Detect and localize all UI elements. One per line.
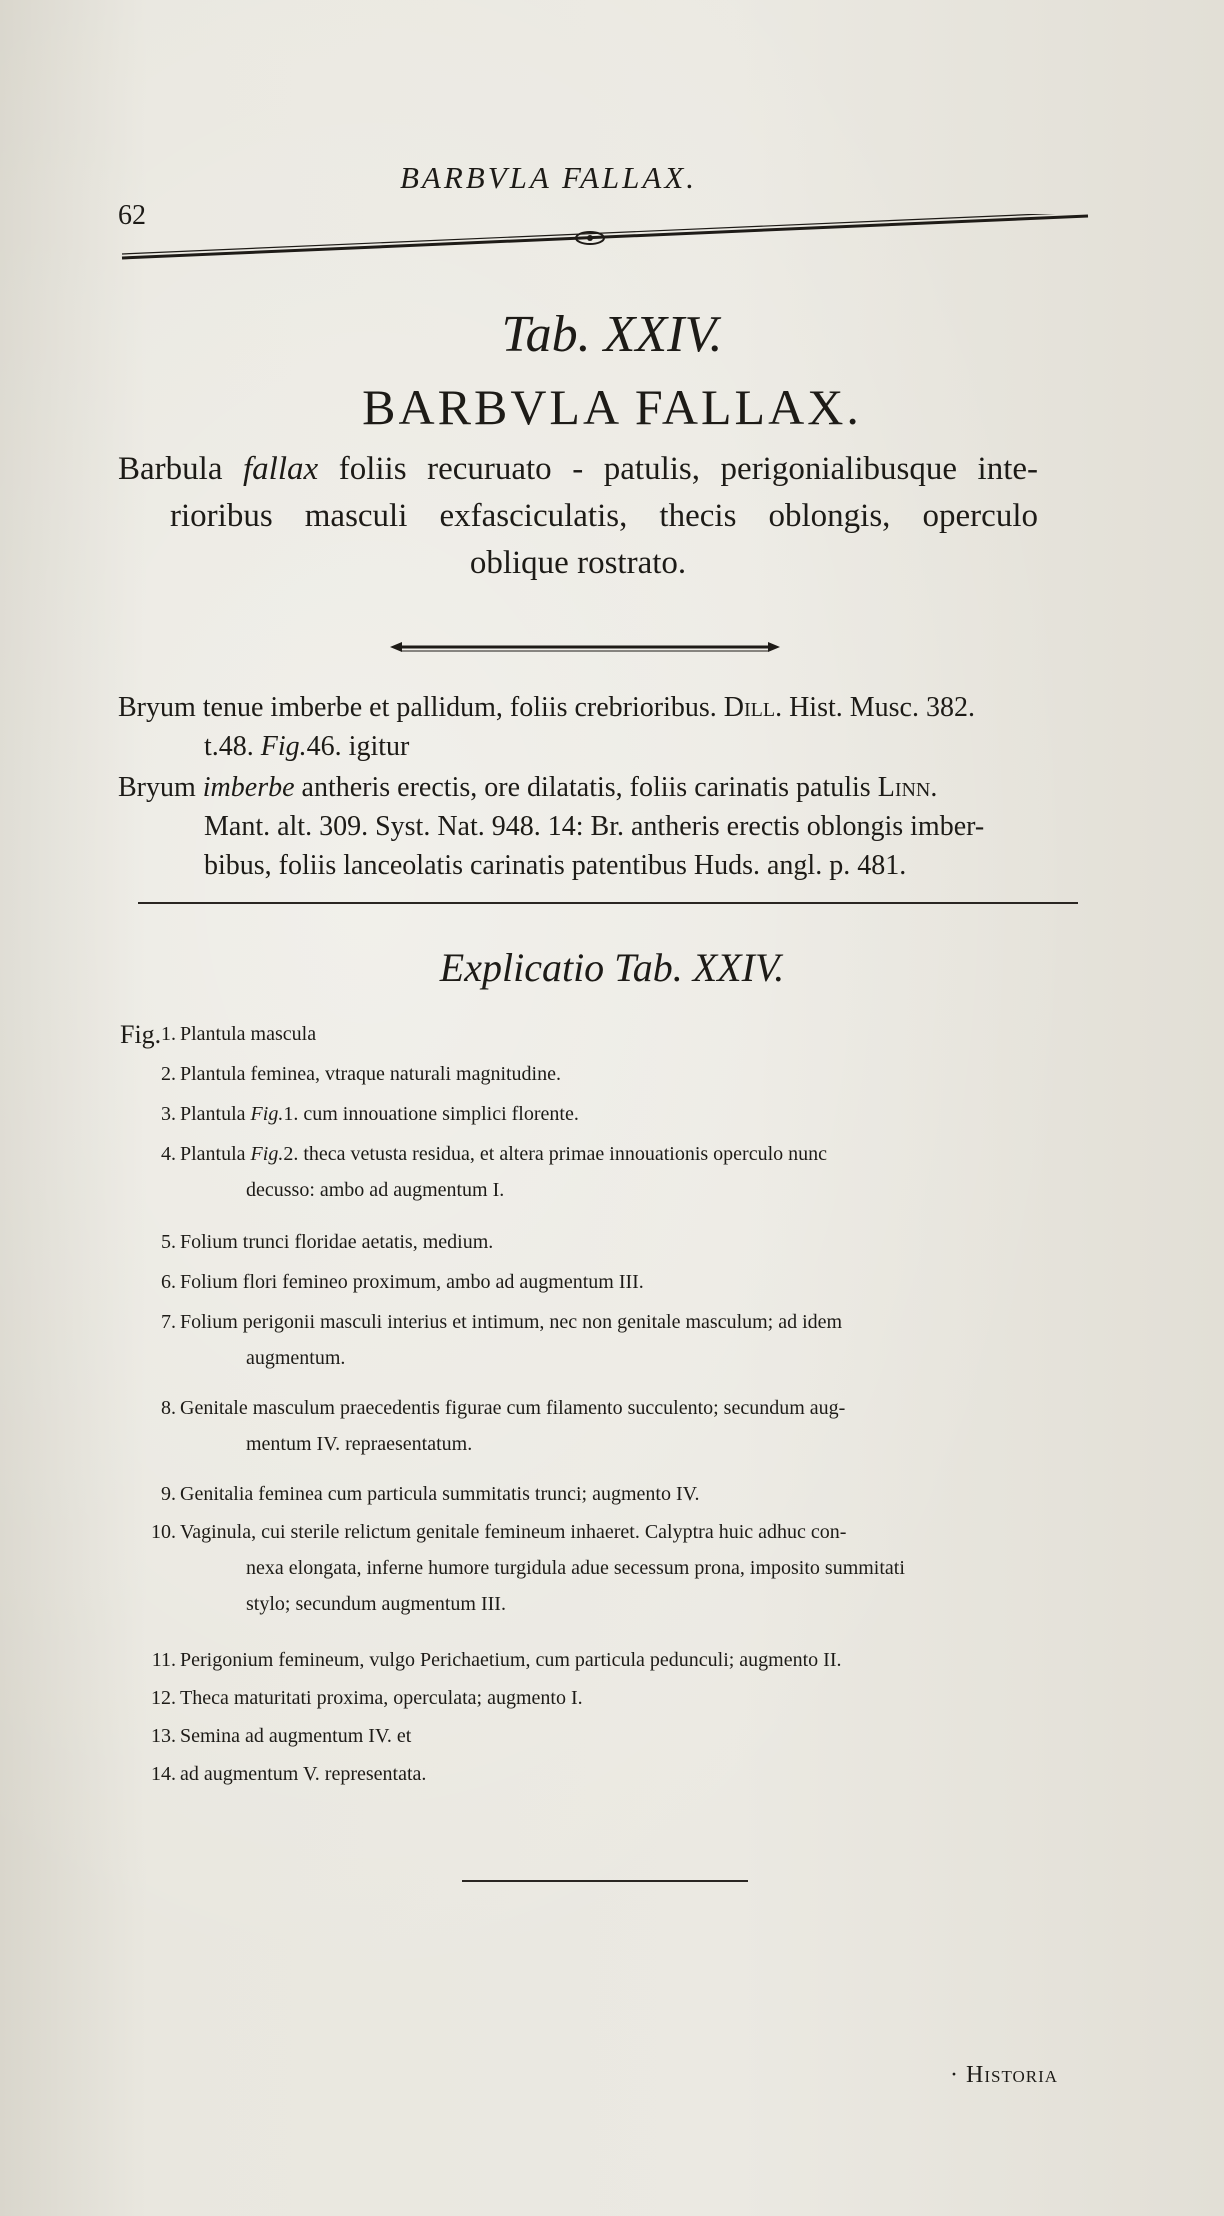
item-number: 12. — [151, 1687, 176, 1709]
figure-item-12 — [151, 1680, 1100, 1716]
fig-label: Fig. — [120, 1020, 162, 1049]
item-text: Folium flori femineo proximum, ambo ad augmentum III. — [180, 1271, 644, 1293]
item-text — [180, 1096, 1100, 1132]
synonym-author: Linn. — [877, 772, 938, 803]
item-text: Folium trunci floridae aetatis, medium. — [180, 1231, 494, 1253]
figure-item-11 — [151, 1642, 1100, 1678]
item-text: Genitale masculum praecedentis figurae cum filamento succulento; secundum aug- — [180, 1397, 846, 1419]
item-number: 2. — [161, 1063, 176, 1085]
item-text-continued: nexa elongata, inferne humore turgidula adue secessum prona, imposito summitati — [246, 1557, 905, 1579]
figure-item-10 — [151, 1514, 1100, 1622]
item-text: ad augmentum V. representata. — [180, 1763, 427, 1785]
item-number: 14. — [151, 1763, 176, 1785]
running-head: BARBVLA FALLAX. — [400, 160, 698, 195]
diagnosis-line-1 — [118, 446, 1038, 493]
figure-item-1 — [161, 1016, 1100, 1052]
figure-item-6 — [161, 1264, 1100, 1300]
synonym-fig: Fig. — [260, 731, 307, 762]
item-text-prefix: Plantula — [180, 1143, 251, 1165]
diagnosis-genus: Barbula — [118, 451, 244, 487]
diagnosis-text: foliis recuruato - patulis, perigonialibusque inte- — [318, 451, 1039, 487]
item-number: 6. — [161, 1271, 176, 1293]
figure-item-13 — [151, 1718, 1100, 1754]
item-text-body: 2. theca vetusta residua, et altera primae innouationis operculo nunc — [283, 1143, 828, 1165]
item-text-continued: mentum IV. repraesentatum. — [246, 1433, 473, 1455]
species-title: BARBVLA FALLAX. — [362, 379, 862, 435]
item-text-prefix: Plantula — [180, 1103, 251, 1125]
item-number: 8. — [161, 1397, 176, 1419]
item-text: Vaginula, cui sterile relictum genitale femineum inhaeret. Calyptra huic adhuc con- — [180, 1521, 847, 1543]
item-number: 1. — [161, 1023, 176, 1045]
divider-rule — [138, 902, 1078, 904]
item-number: 10. — [151, 1521, 176, 1543]
item-text — [180, 1136, 1100, 1172]
item-number: 3. — [161, 1103, 176, 1125]
item-text-continued: augmentum. — [246, 1347, 346, 1369]
diagnosis-epithet: fallax — [243, 451, 319, 487]
item-text-body: 1. cum innouatione simplici florente. — [283, 1103, 579, 1125]
diagnosis-line-2: rioribus masculi exfasciculatis, thecis oblongis, operculo — [170, 498, 1038, 534]
item-text: Plantula mascula — [180, 1023, 317, 1045]
catchword-text: Historia — [966, 2062, 1059, 2088]
item-number: 9. — [161, 1483, 176, 1505]
item-number: 11. — [151, 1649, 176, 1671]
item-text: Theca maturitati proxima, operculata; augmento I. — [180, 1687, 583, 1709]
end-rule — [462, 1880, 748, 1882]
figure-item-7 — [161, 1304, 1100, 1376]
synonym-text: antheris erectis, ore dilatatis, foliis carinatis patulis — [294, 772, 878, 803]
item-fig-ref: Fig. — [250, 1143, 284, 1165]
item-fig-ref: Fig. — [250, 1103, 284, 1125]
diagnosis-line-3: oblique rostrato. — [469, 545, 687, 581]
plate-label: Tab. XXIV. — [501, 306, 723, 363]
figure-item-3 — [161, 1096, 1100, 1132]
item-number: 7. — [161, 1311, 176, 1333]
synonym-line — [118, 768, 1094, 807]
synonym-dillenius — [118, 688, 1094, 766]
synonym-line: Mant. alt. 309. Syst. Nat. 948. 14: Br. antheris erectis oblongis imber- — [204, 811, 985, 842]
synonym-text: Bryum tenue imberbe et pallidum, foliis crebrioribus. — [118, 692, 724, 723]
figure-item-2 — [161, 1056, 1100, 1092]
catchword: · Historia — [950, 2062, 1059, 2088]
item-text: Semina ad augmentum IV. et — [180, 1725, 412, 1747]
figure-item-4 — [161, 1136, 1100, 1208]
synonym-text: 46. igitur — [306, 731, 410, 762]
synonym-author: Dill. — [723, 692, 783, 723]
figure-item-8 — [161, 1390, 1100, 1462]
figure-item-14 — [151, 1756, 1100, 1792]
item-number: 5. — [161, 1231, 176, 1253]
section-ornament — [390, 636, 780, 658]
header-ornamental-rule — [120, 214, 1090, 264]
synonym-citation: Hist. Musc. 382. — [782, 692, 975, 723]
synonym-line — [118, 688, 1094, 727]
item-text: Folium perigonii masculi interius et intimum, nec non genitale masculum; ad idem — [180, 1311, 843, 1333]
item-number: 4. — [161, 1143, 176, 1165]
item-text-continued: decusso: ambo ad augmentum I. — [246, 1179, 505, 1201]
synonym-text: Bryum — [118, 772, 203, 803]
synonym-linnaeus — [118, 768, 1094, 885]
item-number: 13. — [151, 1725, 176, 1747]
item-text: Genitalia feminea cum particula summitatis trunci; augmento IV. — [180, 1483, 700, 1505]
page-number: 62 — [118, 200, 146, 231]
item-text-continued: stylo; secundum augmentum III. — [246, 1593, 506, 1615]
figure-item-5 — [161, 1224, 1100, 1260]
synonym-text: t.48. — [204, 731, 261, 762]
figure-item-9 — [161, 1476, 1100, 1512]
item-text: Perigonium femineum, vulgo Perichaetium, cum particula pedunculi; augmento II. — [180, 1649, 842, 1671]
synonym-line — [118, 727, 1094, 766]
synonym-epithet: imberbe — [202, 772, 295, 803]
species-diagnosis — [118, 446, 1038, 587]
item-text: Plantula feminea, vtraque naturali magnitudine. — [180, 1063, 561, 1085]
explicatio-heading: Explicatio Tab. XXIV. — [439, 945, 785, 990]
synonym-line: bibus, foliis lanceolatis carinatis patentibus Huds. angl. p. 481. — [204, 850, 907, 881]
